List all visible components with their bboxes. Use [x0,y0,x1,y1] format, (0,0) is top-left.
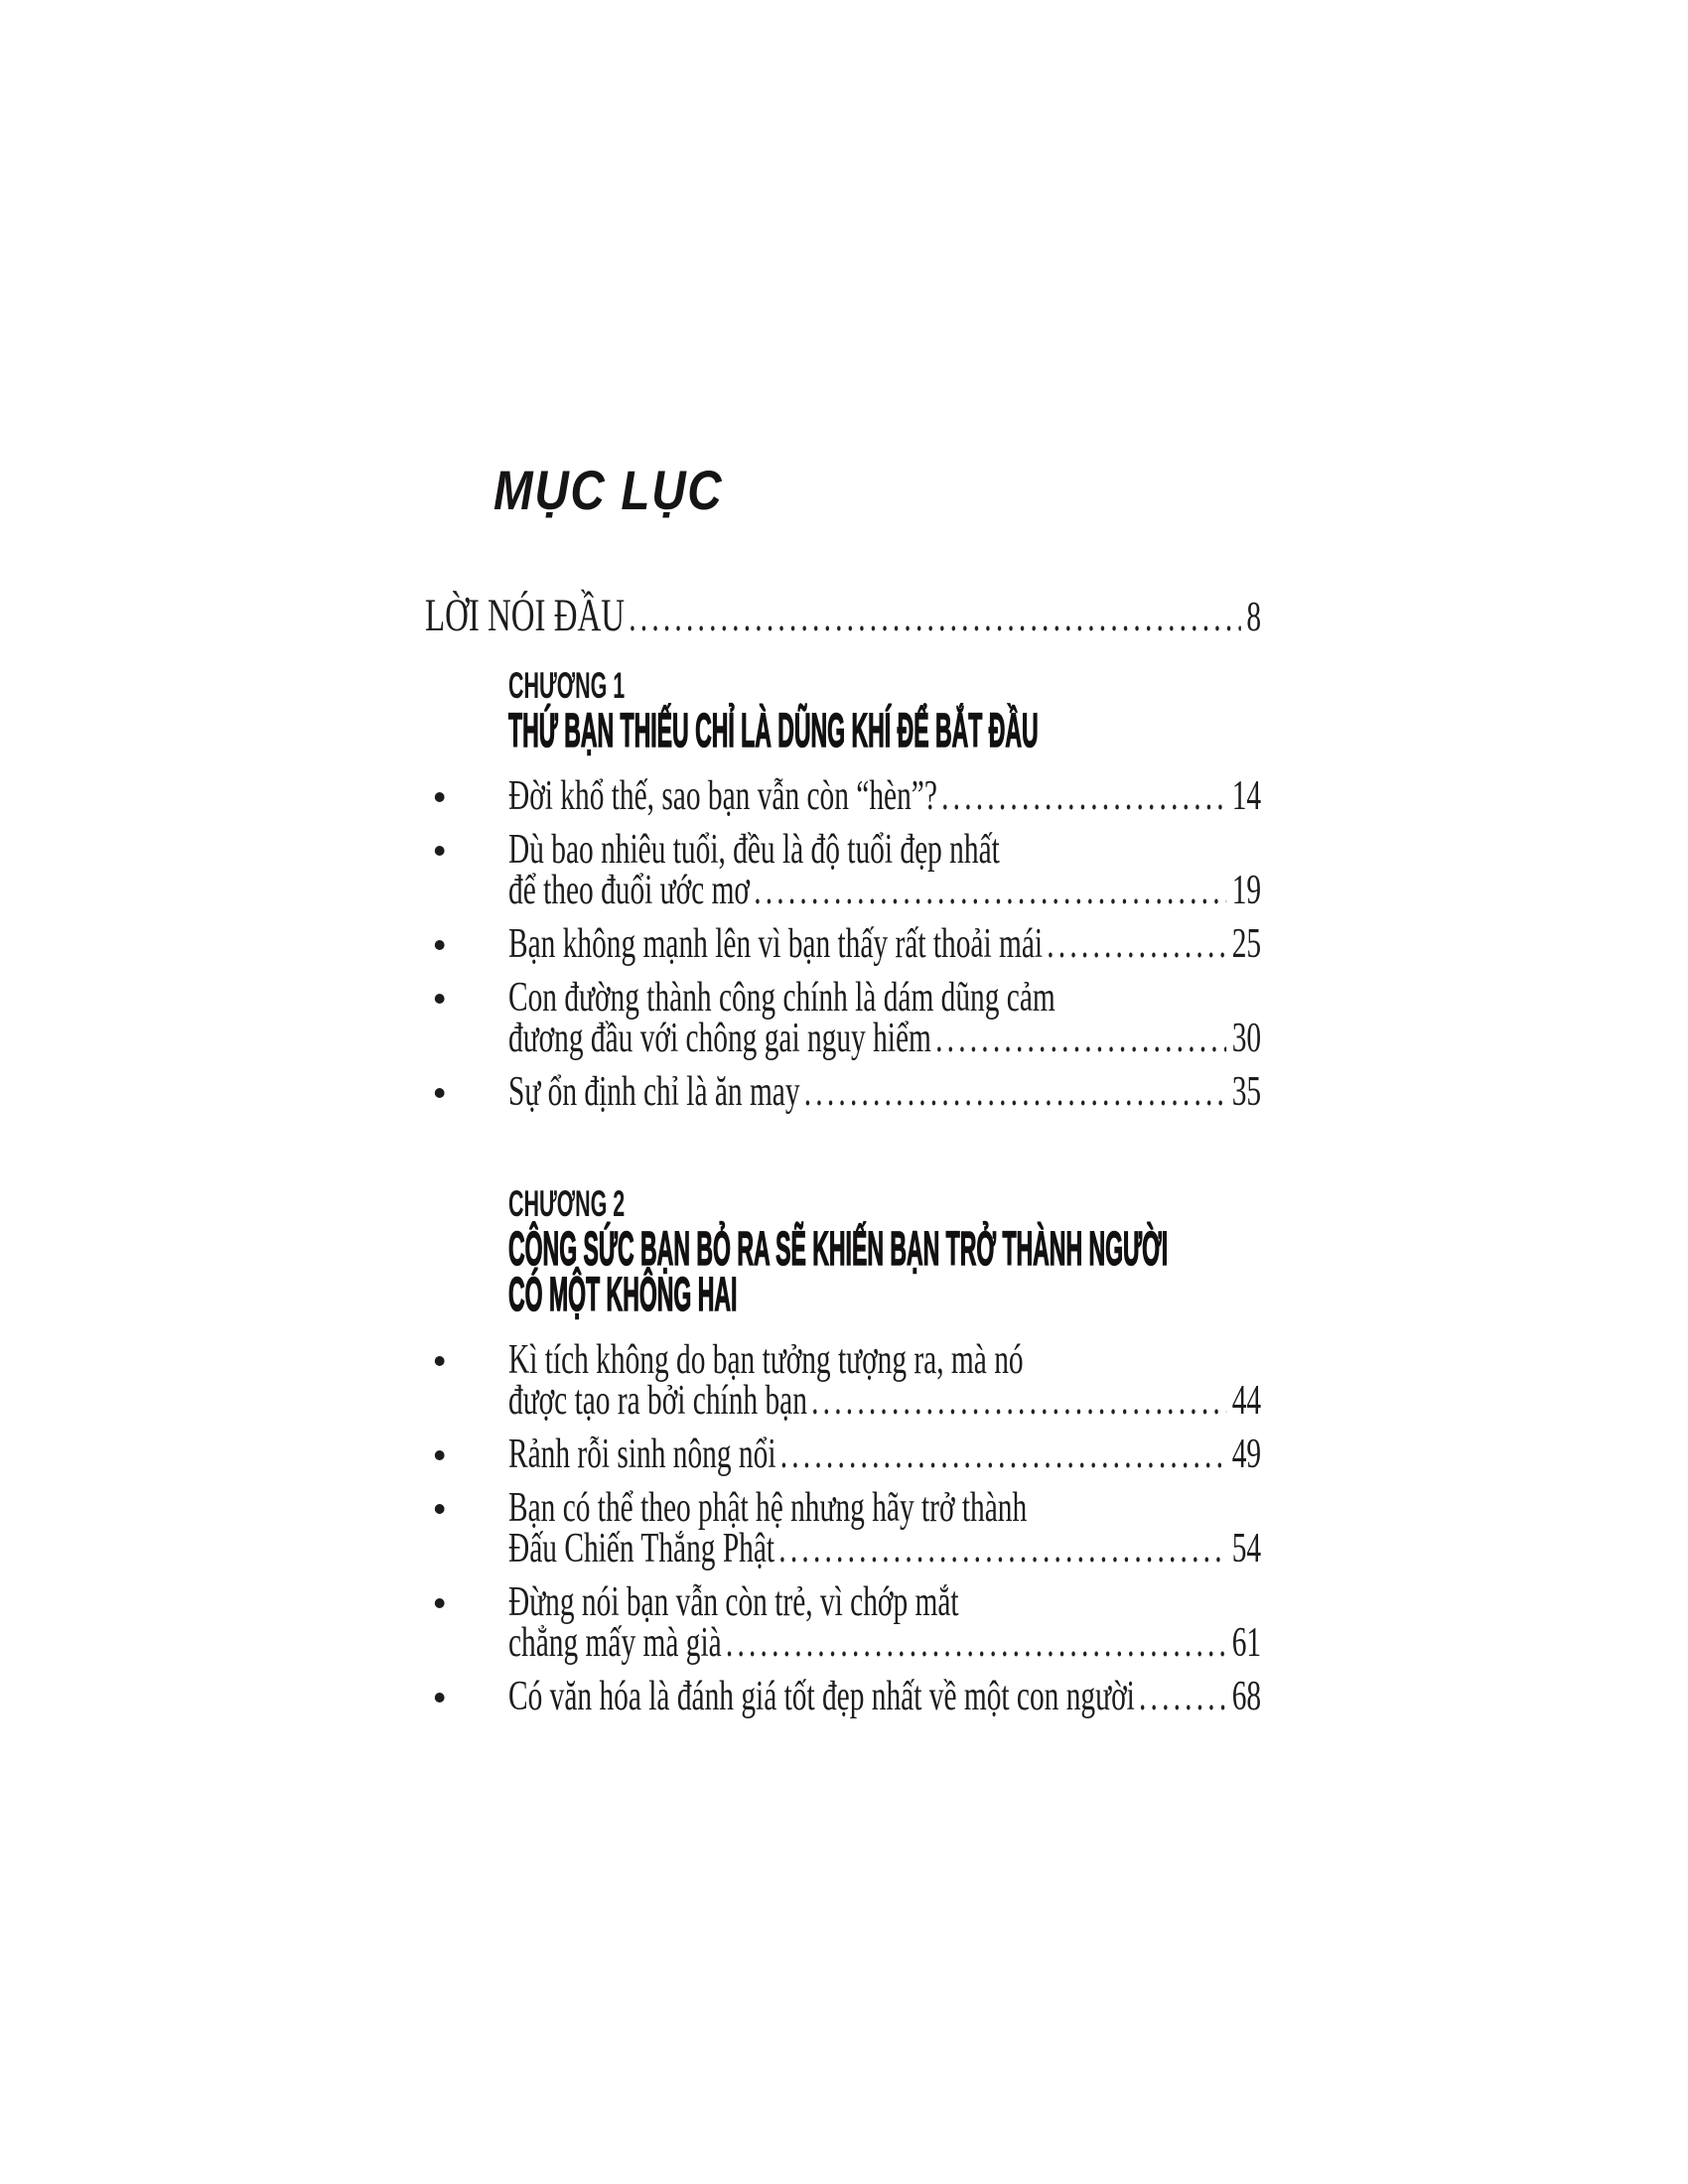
bullet-col [425,1434,508,1475]
bullet-icon [435,1450,445,1460]
bullet-icon [435,1598,445,1608]
page-title: MỤC LỤC [493,459,724,521]
toc-item-page-number: 49 [1231,1432,1262,1477]
dot-leader [754,871,1226,911]
bullet-col [425,1488,508,1570]
toc-item-line [508,1620,1262,1666]
chapter-title-line: THỨ BẠN THIẾU CHỈ LÀ DŨNG KHÍ ĐỂ BẮT ĐẦU [508,705,1039,757]
toc-item-body [508,1579,1262,1666]
bullet-icon [435,994,445,1004]
dot-leader [780,1434,1226,1475]
toc-item-body [508,827,1262,913]
toc-item-line: Đừng nói bạn vẫn còn trẻ, vì chớp mắt [508,1579,959,1625]
chapter-title-line: CÓ MỘT KHÔNG HAI [508,1269,738,1321]
bullet-col [425,1340,508,1422]
toc-item [425,1337,1262,1424]
dot-leader [1139,1677,1226,1717]
toc-item-body [508,921,1262,967]
toc-item-line [508,1069,1262,1115]
dot-leader [726,1623,1226,1664]
toc-item-text: Sự ổn định chỉ là ăn may [508,1069,800,1115]
toc-item-page-number: 30 [1231,1016,1262,1061]
bullet-icon [435,846,445,856]
toc-item [425,827,1262,913]
toc-item-text: chẳng mấy mà già [508,1620,722,1666]
chapter-items [425,773,1262,1115]
toc-item-text: Bạn không mạnh lên vì bạn thấy rất thoải mái [508,921,1044,967]
toc-item-line: Dù bao nhiêu tuổi, đều là độ tuổi đẹp nhất [508,827,1000,873]
toc-item-text: Đấu Chiến Thắng Phật [508,1526,775,1571]
bullet-icon [435,1356,445,1366]
bullet-icon [435,792,445,802]
bullet-col [425,830,508,911]
toc-item-line [508,868,1262,913]
toc-item [425,975,1262,1061]
toc-item-line: Kì tích không do bạn tưởng tượng ra, mà nó [508,1337,1024,1383]
toc-item-page-number: 35 [1231,1069,1262,1115]
toc-item-line [508,1674,1262,1719]
toc-item-text: Có văn hóa là đánh giá tốt đẹp nhất về một con người [508,1674,1135,1719]
chapter-items [425,1337,1262,1719]
chapter-title [508,1223,1169,1321]
toc-item-page-number: 14 [1231,773,1262,819]
dot-leader [941,776,1226,817]
toc-item [425,921,1262,967]
chapter-items-inner [425,1337,1262,1719]
chapter-title [508,705,1039,757]
toc-item-text: được tạo ra bởi chính bạn [508,1378,807,1424]
toc-item-line [508,1526,1262,1571]
toc-item-text: đương đầu với chông gai nguy hiểm [508,1016,931,1061]
toc-item [425,1674,1262,1719]
chapter-items-inner [425,773,1262,1115]
toc-item [425,1434,1261,1475]
toc-item-body [508,1434,1261,1475]
bullet-col [425,1582,508,1664]
toc-item-body [508,1485,1262,1571]
toc-item-page-number: 19 [1231,868,1262,913]
bullet-col [425,978,508,1059]
toc-item [425,1579,1262,1666]
toc-item [425,773,1262,819]
toc-item-line [508,1434,1261,1475]
toc-item [425,1069,1262,1115]
toc-item [425,1485,1262,1571]
toc-item-line [508,1016,1262,1061]
toc-item-page-number: 54 [1231,1526,1262,1571]
front-matter-row [425,589,1619,642]
toc-item-line [508,773,1262,819]
bullet-col [425,776,508,817]
toc-item-text: Đời khổ thế, sao bạn vẫn còn “hèn”? [508,773,937,819]
toc-item-text: để theo đuổi ước mơ [508,868,750,913]
toc-item-line [508,1378,1262,1424]
toc-item-text: Rảnh rỗi sinh nông nổi [508,1432,776,1477]
toc-item-line: Con đường thành công chính là dám dũng cảm [508,975,1055,1021]
toc-item-page-number: 61 [1231,1620,1262,1666]
toc-item-body [508,773,1262,819]
bullet-col [425,924,508,965]
toc-item-page-number: 68 [1231,1674,1262,1719]
toc-item-body [508,1674,1262,1719]
front-matter-label: LỜI NÓI ĐẦU [425,590,626,641]
chapter-section [425,665,1261,1126]
bullet-col [425,1677,508,1717]
bullet-icon [435,940,445,950]
chapter-label: CHƯƠNG 1 [508,665,626,706]
dot-leader [935,1019,1226,1059]
dot-leader [804,1072,1226,1113]
chapter-label: CHƯƠNG 2 [508,1183,626,1224]
bullet-icon [435,1504,445,1514]
dot-leader [1047,924,1226,965]
toc-item-page-number: 25 [1231,921,1262,967]
chapter-section [425,1183,1261,1730]
dot-leader [811,1381,1226,1422]
dot-leader [629,594,1241,641]
toc-item-line: Bạn có thể theo phật hệ nhưng hãy trở thành [508,1485,1028,1531]
toc-item-body [508,1069,1262,1115]
toc-item-line [508,921,1262,967]
toc-item-page-number: 44 [1231,1378,1262,1424]
dot-leader [778,1529,1226,1570]
toc-item-body [508,975,1262,1061]
toc-item-body [508,1337,1262,1424]
front-matter-page-number: 8 [1246,595,1262,640]
bullet-icon [435,1088,445,1098]
bullet-col [425,1072,508,1113]
bullet-icon [435,1693,445,1703]
chapter-title-line: CÔNG SỨC BẠN BỎ RA SẼ KHIẾN BẠN TRỞ THÀNH NGƯỜI [508,1223,1169,1276]
